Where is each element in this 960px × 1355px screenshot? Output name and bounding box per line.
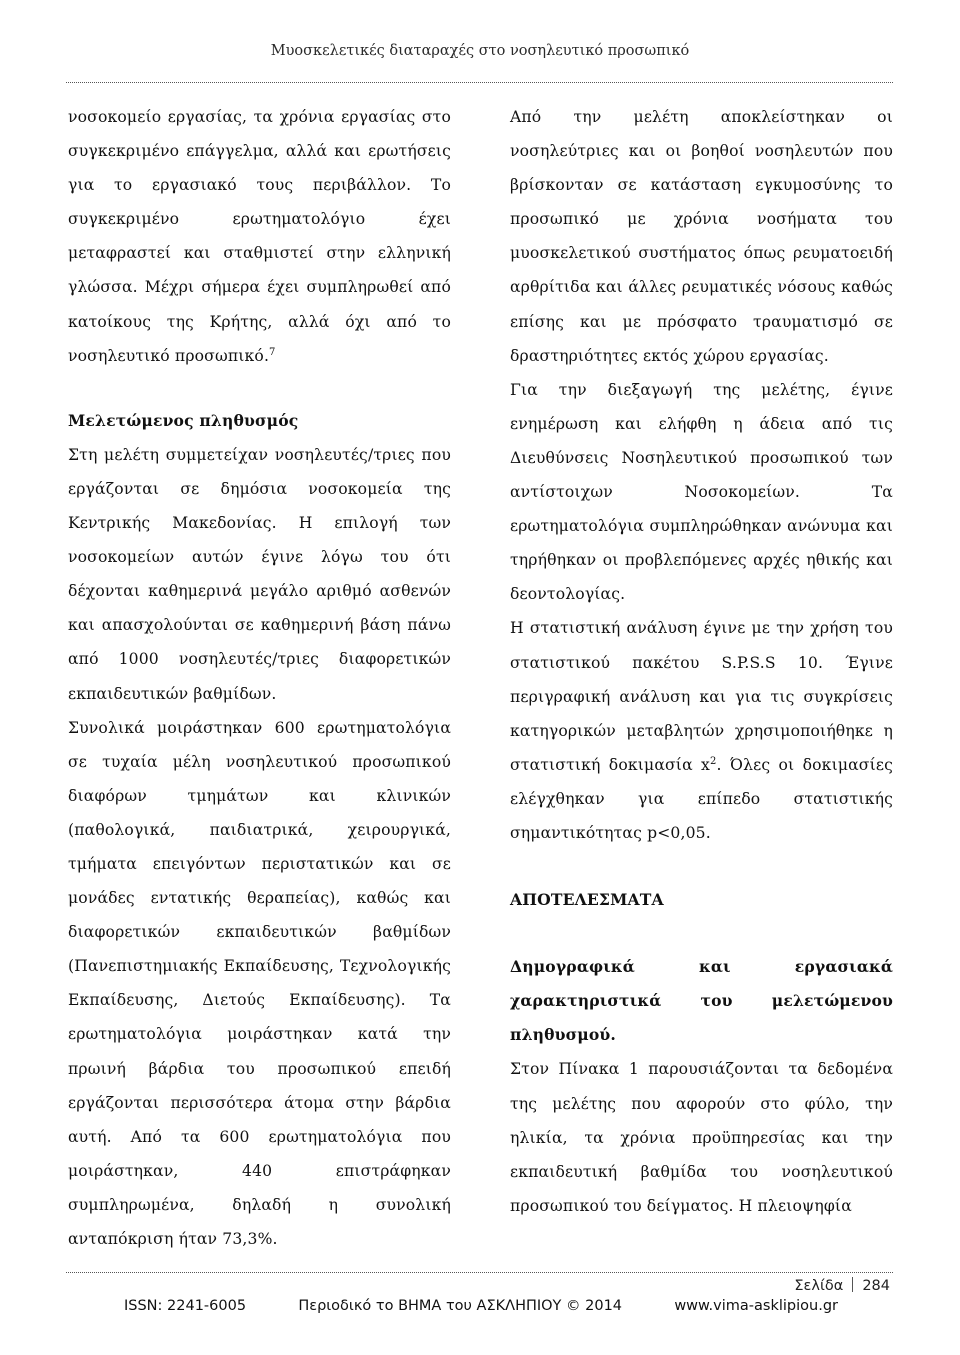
- section-heading-results: ΑΠΟΤΕΛΕΣΜΑΤΑ: [510, 890, 664, 910]
- footer-divider: [66, 1272, 893, 1273]
- left-column: [68, 100, 451, 1256]
- paragraph-questionnaire: [68, 100, 451, 373]
- paragraph-ethics: Για την διεξαγωγή της μελέτης, έγινε ενημέρωση και ελήφθη η άδεια από τις Διευθύνσεις Νοσηλευτικού προσωπικού των αντίστοιχων Νοσοκομείων. Τα ερωτηματολόγια συμπληρώθηκαν ανώνυμα και τηρήθηκαν οι προβλεπόμενες αρχές ηθικής και δεοντολογίας.: [510, 380, 893, 604]
- reference-superscript: 7: [269, 346, 276, 358]
- footer: [124, 1298, 838, 1314]
- paragraph-statistics: [510, 611, 893, 850]
- website-link[interactable]: www.vima-asklipiou.gr: [674, 1298, 838, 1314]
- section-heading-population: Μελετώμενος πληθυσμός: [68, 410, 299, 430]
- paragraph-distribution: Συνολικά μοιράστηκαν 600 ερωτηματολόγια σε τυχαία μέλη νοσηλευτικού προσωπικού διαφόρων τμημάτων και κλινικών (παθολογικά, παιδιατρικά, χειρουργικά, τμήματα επειγόντων περιστατικών και σε μονάδες εντατικής θεραπείας), καθώς και διαφορετικών εκπαιδευτικών βαθμίδων (Πανεπιστημιακής Εκπαίδευσης, Τεχνολογικής Εκπαίδευσης, Διετούς Εκπαίδευσης). Τα ερωτηματολόγια μοιράστηκαν κατά την πρωινή βάρδια του προσωπικού επειδή εργάζονται περισσότερα άτομα στην βάρδια αυτή. Από τα 600 ερωτηματολόγια που μοιράστηκαν, 440 επιστράφηκαν συμπληρωμένα, δηλαδή η συνολική ανταπόκριση ήταν 73,3%.: [68, 718, 451, 1248]
- right-column: [510, 100, 893, 1223]
- journal-name: Περιοδικό το ΒΗΜΑ του ΑΣΚΛΗΠΙΟΥ © 2014: [298, 1298, 623, 1314]
- subsection-heading-demographics: Δημογραφικά και εργασιακά χαρακτηριστικά του μελετώμενου πληθυσμού.: [510, 957, 893, 1045]
- paragraph-participants: Στη μελέτη συμμετείχαν νοσηλευτές/τριες που εργάζονται σε δημόσια νοσοκομεία της Κεντρικής Μακεδονίας. Η επιλογή των νοσοκομείων αυτών έγινε λόγω του ότι δέχονται καθημερινά μεγάλο αριθμό ασθενών και απασχολούνται σε καθημερινή βάση πάνω από 1000 νοσηλευτές/τριες διαφορετικών εκπαιδευτικών βαθμίδων.: [68, 445, 451, 703]
- page-label: Σελίδα: [794, 1278, 844, 1294]
- page-number-value: 284: [862, 1278, 890, 1294]
- page-separator: [852, 1277, 853, 1292]
- issn: ISSN: 2241-6005: [124, 1298, 247, 1314]
- chi-square-superscript: 2: [709, 755, 717, 767]
- header-divider: [66, 82, 893, 83]
- paragraph-text: νοσοκομείο εργασίας, τα χρόνια εργασίας στο συγκεκριμένο επάγγελμα, αλλά και ερωτήσεις για το εργασιακό τους περιβάλλον. Το συγκεκριμένο ερωτηματολόγιο έχει μεταφραστεί και σταθμιστεί στην ελληνική γλώσσα. Μέχρι σήμερα έχει συμπληρωθεί από κατοίκους της Κρήτης, αλλά όχι από το νοσηλευτικό προσωπικό.: [68, 108, 451, 365]
- paragraph-exclusions: Από την μελέτη αποκλείστηκαν οι νοσηλεύτριες και οι βοηθοί νοσηλευτών που βρίσκονταν σε κατάσταση εγκυμοσύνης το προσωπικό με χρόνια νοσήματα του μυοσκελετικού συστήματος όπως ρευματοειδή αρθρίτιδα και άλλες ρευματικές νόσους καθώς επίσης και με πρόσφατο τραυματισμό σε δραστηριότητες εκτός χώρου εργασίας.: [510, 108, 893, 365]
- paragraph-text: . Όλες οι δοκιμασίες ελέγχθηκαν για επίπεδο στατιστικής σημαντικότητας p<0,05.: [510, 755, 893, 842]
- paragraph-table-intro: Στον Πίνακα 1 παρουσιάζονται τα δεδομένα της μελέτης που αφορούν στο φύλο, την ηλικία, τα χρόνια προϋπηρεσίας και την εκπαιδευτική βαθμίδα του νοσηλευτικού προσωπικού του δείγματος. Η πλειοψηφία: [510, 1060, 893, 1215]
- page-number: [794, 1277, 890, 1294]
- paragraph-text: Η στατιστική ανάλυση έγινε με την χρήση του στατιστικού πακέτου S.P.S.S 10. Έγινε περιγραφική ανάλυση και για τις συγκρίσεις κατηγορικών μεταβλητών χρησιμοποιήθηκε η στατιστική δοκιμασία x: [510, 619, 893, 774]
- running-header: Μυοσκελετικές διαταραχές στο νοσηλευτικό προσωπικό: [270, 43, 690, 59]
